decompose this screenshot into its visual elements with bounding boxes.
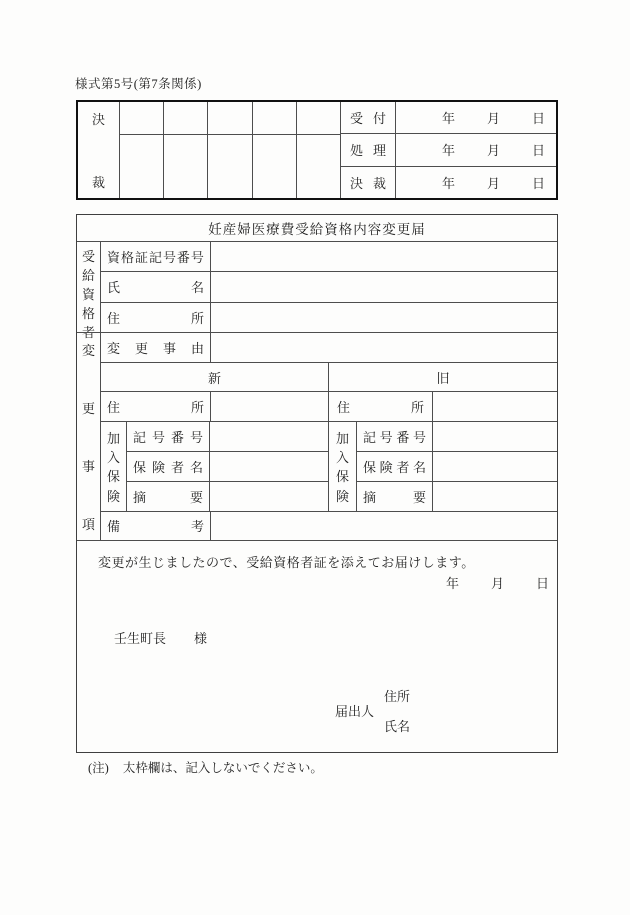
changes-rows (101, 333, 557, 540)
new-summary-label: 摘 要 (133, 489, 203, 505)
old-label: 旧 (436, 370, 450, 386)
address-change-row (101, 391, 557, 421)
new-summary-field (210, 482, 328, 511)
old-header-cell (328, 363, 557, 390)
reception-date-row (341, 102, 556, 133)
change-reason-label: 変 更 事 由 (107, 341, 204, 357)
remarks-label-cell (101, 512, 211, 540)
approval-stamp-cells (120, 102, 341, 198)
new-summary-row (127, 481, 328, 511)
new-address-field (211, 392, 328, 421)
certificate-number-label-cell (101, 242, 211, 271)
old-insurer-name-field (433, 452, 557, 481)
old-insurance-section-label: 加 入 保 険 (329, 422, 357, 510)
reception-label: 受 付 (350, 111, 386, 127)
declaration-date-field (446, 573, 549, 592)
new-summary-label-cell (127, 482, 210, 511)
stamp-cell (208, 102, 251, 135)
month-label: 月 (490, 576, 504, 591)
stamp-cell-column (120, 102, 164, 198)
honorific: 様 (194, 631, 208, 646)
recipient-section-label: 受 給 資 格 者 (77, 242, 101, 332)
stamp-cell-column (208, 102, 252, 198)
change-reason-row (101, 333, 557, 362)
footnote-text: 太枠欄は、記入しないでください。 (122, 761, 323, 775)
old-address-half (328, 392, 557, 421)
remarks-label: 備 考 (107, 519, 204, 535)
change-reason-label-cell (101, 333, 211, 362)
change-reason-field (211, 333, 557, 362)
insurance-change-row (101, 421, 557, 510)
old-insurer-name-label: 保 険 者 名 (363, 459, 426, 475)
old-symbol-number-label-cell (357, 422, 433, 451)
recipient-address-label-cell (101, 303, 211, 332)
form-number: 様式第5号(第7条関係) (75, 77, 202, 91)
stamp-cell-column (164, 102, 208, 198)
old-symbol-number-field (433, 422, 557, 451)
recipient-name-row (101, 271, 557, 301)
certificate-number-label: 資 格 証 記 号 番 号 (107, 250, 204, 266)
old-summary-field (433, 482, 557, 511)
certificate-number-row (101, 242, 557, 271)
old-insurer-name-row (357, 451, 557, 481)
new-symbol-number-row (127, 422, 328, 451)
stamp-cell (297, 102, 340, 135)
day-label: 日 (535, 576, 549, 591)
new-insurer-name-label: 保 険 者 名 (133, 459, 203, 475)
stamp-cell-column (297, 102, 341, 198)
processing-date-row (341, 133, 556, 165)
processing-label-cell (341, 134, 396, 165)
day-label: 日 (531, 111, 545, 127)
footnote-prefix: (注) (88, 761, 109, 775)
processing-date-field (396, 140, 556, 159)
new-symbol-number-label: 記 号 番 号 (133, 430, 203, 446)
recipient-rows (101, 242, 557, 332)
old-insurance-half (328, 422, 557, 510)
new-address-label-cell (101, 392, 211, 421)
new-symbol-number-label-cell (127, 422, 210, 451)
remarks-field (211, 512, 557, 540)
changes-section (77, 332, 557, 540)
applicant-block (335, 686, 430, 735)
applicant-label: 届出人 (335, 704, 375, 719)
old-insurance-rows (357, 422, 557, 510)
old-symbol-number-label: 記 号 番 号 (363, 430, 426, 446)
addressee-name: 壬生町長 (114, 631, 167, 646)
new-label: 新 (207, 370, 221, 386)
old-summary-label: 摘 要 (363, 489, 426, 505)
declaration-area (77, 540, 557, 752)
recipient-name-label-cell (101, 272, 211, 301)
stamp-cell (253, 102, 296, 135)
old-address-field (433, 392, 557, 421)
stamp-cell (120, 102, 163, 135)
declaration-statement: 変更が生じましたので、受給資格者証を添えてお届けします。 (98, 555, 475, 570)
year-label: 年 (445, 576, 459, 591)
old-address-label-cell (329, 392, 433, 421)
approval-stamp-table (76, 100, 558, 200)
applicant-fields (384, 686, 430, 735)
month-label: 月 (486, 143, 500, 159)
change-notification-table (76, 214, 558, 753)
certificate-number-field (211, 242, 557, 271)
recipient-name-field (211, 272, 557, 301)
year-label: 年 (441, 143, 455, 159)
addressee-line (114, 628, 207, 647)
new-insurer-name-label-cell (127, 452, 210, 481)
reception-label-cell (341, 102, 396, 133)
footnote (88, 758, 323, 776)
new-address-half (101, 392, 328, 421)
new-insurer-name-row (127, 451, 328, 481)
month-label: 月 (486, 111, 500, 127)
remarks-row (101, 511, 557, 540)
new-address-label: 住 所 (107, 400, 204, 416)
recipient-address-label: 住 所 (107, 310, 204, 326)
processing-label: 処 理 (350, 143, 386, 159)
approval-date-row (341, 166, 556, 198)
old-symbol-number-row (357, 422, 557, 451)
changes-section-label: 変 更 事 項 (77, 333, 101, 540)
recipient-section (77, 241, 557, 340)
approval-stamp-column-label: 決 裁 (78, 102, 120, 198)
recipient-address-field (211, 303, 557, 332)
reception-date-field (396, 108, 556, 127)
form-title: 妊産婦医療費受給資格内容変更届 (208, 222, 426, 237)
approval-label-cell (341, 167, 396, 198)
approval-label: 決 裁 (350, 175, 386, 191)
new-header-cell (101, 363, 328, 390)
stamp-cell-column (253, 102, 297, 198)
year-label: 年 (441, 111, 455, 127)
month-label: 月 (486, 175, 500, 191)
old-summary-row (357, 481, 557, 511)
new-symbol-number-field (210, 422, 328, 451)
approval-date-rows (341, 102, 556, 198)
day-label: 日 (531, 175, 545, 191)
applicant-address-label: 住所 (384, 689, 411, 704)
approval-date-field (396, 173, 556, 192)
recipient-name-label: 氏 名 (107, 280, 204, 296)
new-insurance-rows (127, 422, 328, 510)
old-summary-label-cell (357, 482, 433, 511)
year-label: 年 (441, 175, 455, 191)
stamp-cell (164, 102, 207, 135)
new-old-header-row (101, 362, 557, 390)
applicant-name-label: 氏名 (384, 719, 411, 734)
day-label: 日 (531, 143, 545, 159)
new-insurance-section-label: 加 入 保 険 (101, 422, 127, 510)
recipient-address-row (101, 302, 557, 332)
new-insurance-half (101, 422, 328, 510)
old-address-label: 住 所 (337, 400, 424, 416)
old-insurer-name-label-cell (357, 452, 433, 481)
new-insurer-name-field (210, 452, 328, 481)
